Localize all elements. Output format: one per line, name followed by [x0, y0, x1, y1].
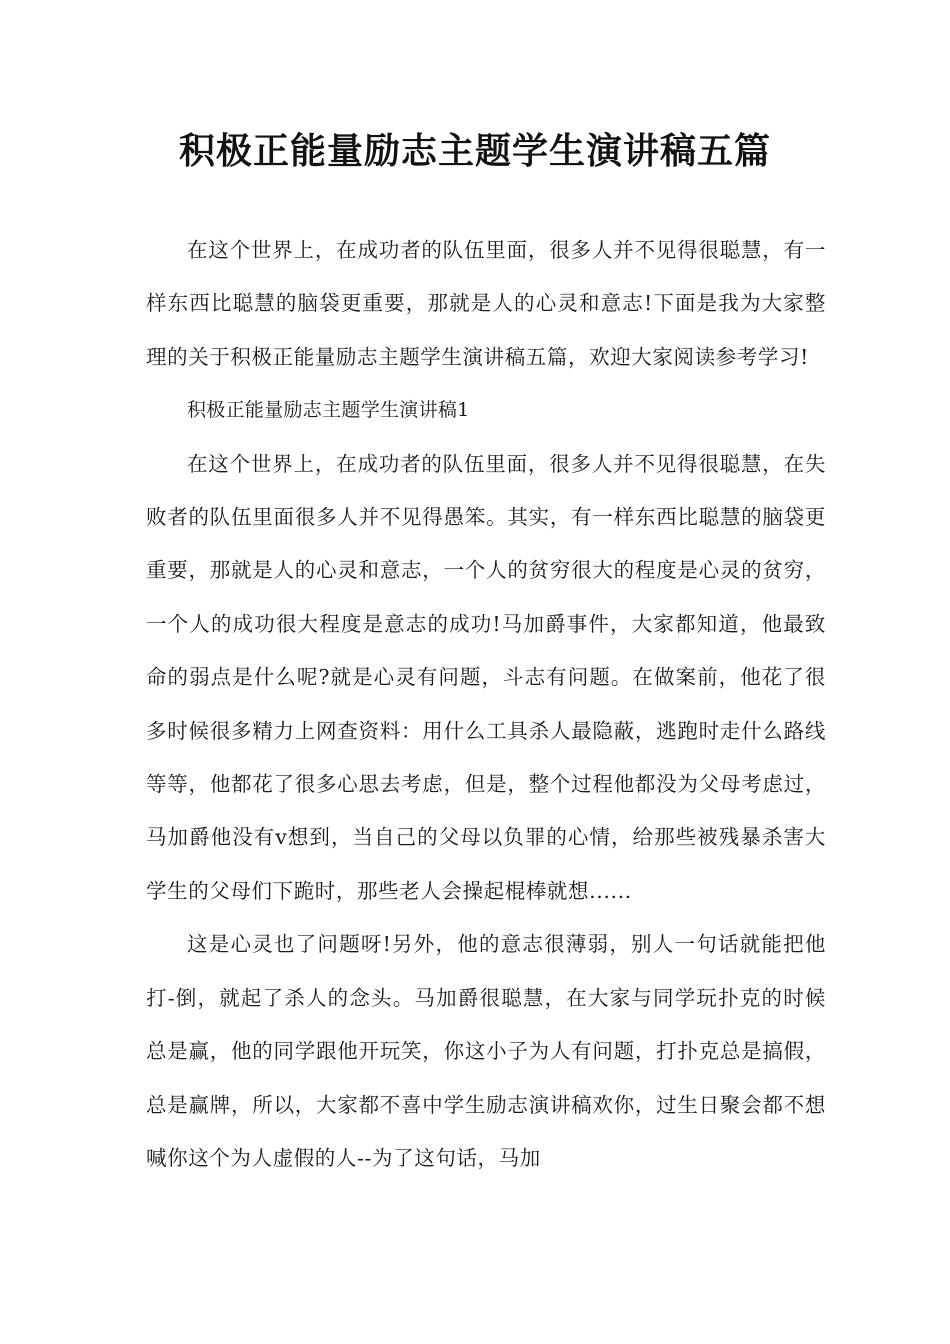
body-paragraph-2: 这是心灵也了问题呀!另外，他的意志很薄弱，别人一句话就能把他打-倒，就起了杀人的念头。马加爵很聪慧，在大家与同学玩扑克的时候总是赢，他的同学跟他开玩笑，你这小子为人有问题，打扑克总是搞假，总是赢牌，所以，大家都不喜中学生励志演讲稿欢你，过生日聚会都不想喊你这个为人虚假的人--为了这句话，马加 — [146, 932, 826, 1170]
document-title: 积极正能量励志主题学生演讲稿五篇 — [178, 131, 771, 172]
body-paragraph-1: 在这个世界上，在成功者的队伍里面，很多人并不见得很聪慧，在失败者的队伍里面很多人并不见得愚笨。其实，有一样东西比聪慧的脑袋更重要，那就是人的心灵和意志，一个人的贫穷很大的程度是心灵的贫穷，一个人的成功很大程度是意志的成功!马加爵事件，大家都知道，他最致命的弱点是什么呢?就是心灵有问题，斗志有问题。在做案前，他花了很多时候很多精力上网查资料：用什么工具杀人最隐蔽，逃跑时走什么路线等等，他都花了很多心思去考虑，但是，整个过程他都没为父母考虑过，马加爵他没有v想到，当自己的父母以负罪的心情，给那些被残暴杀害大学生的父母们下跪时，那些老人会操起棍棒就想...... — [146, 451, 826, 903]
document-body — [146, 224, 826, 1185]
intro-paragraph: 在这个世界上，在成功者的队伍里面，很多人并不见得很聪慧，有一样东西比聪慧的脑袋更重要，那就是人的心灵和意志!下面是我为大家整理的关于积极正能量励志主题学生演讲稿五篇，欢迎大家阅读参考学习! — [146, 238, 826, 369]
section-heading: 积极正能量励志主题学生演讲稿1 — [187, 399, 470, 422]
